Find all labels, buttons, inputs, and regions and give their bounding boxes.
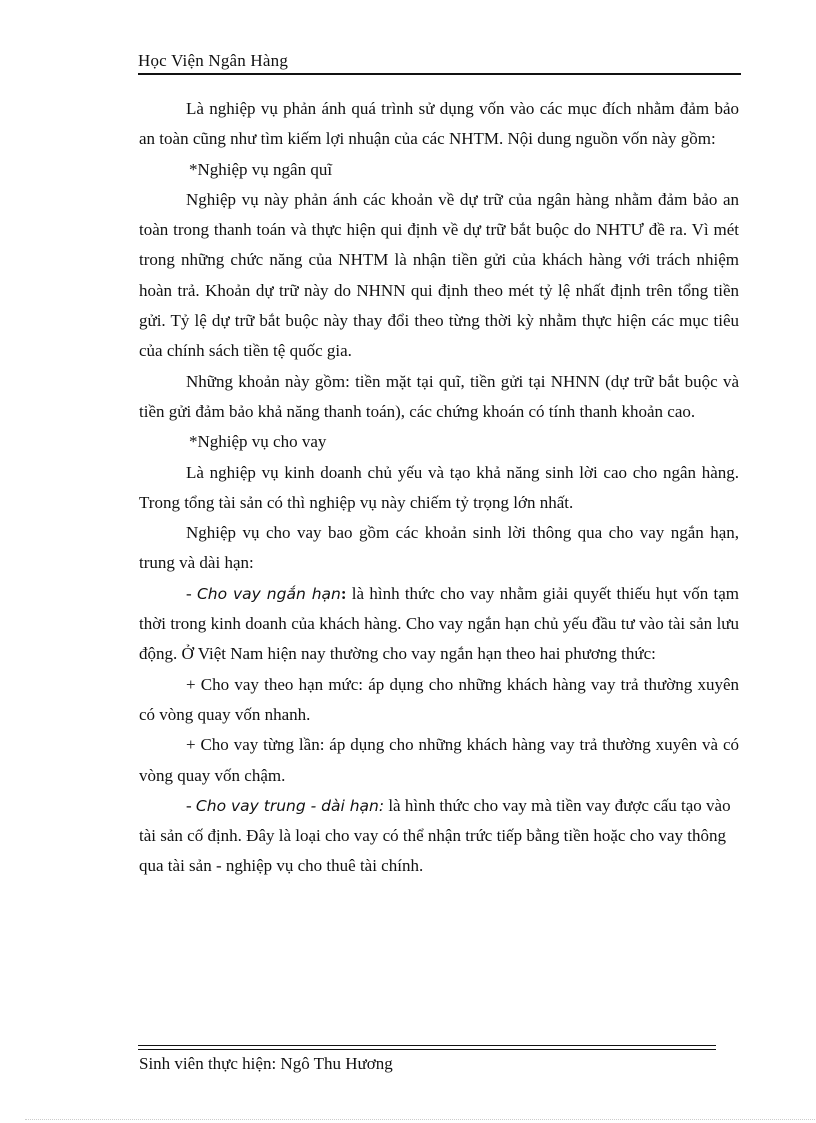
bullet-dash: -: [186, 795, 196, 815]
document-body: [139, 94, 739, 882]
header-title: Học Viện Ngân Hàng: [138, 51, 289, 70]
footer-author: Sinh viên thực hiện: Ngô Thu Hương: [139, 1054, 393, 1073]
paragraph-lending-main: Là nghiệp vụ kinh doanh chủ yếu và tạo khả năng sinh lời cao cho ngân hàng. Trong tổng tài sản có thì nghiệp vụ này chiếm tỷ trọng lớn nhất.: [139, 462, 739, 512]
term-medium-long-term: Cho vay trung - dài hạn:: [195, 796, 385, 815]
bullet-dash: -: [186, 583, 197, 603]
medium-long-term-text: là hình thức cho vay mà tiền vay được cấu tạo vào tài sản cố định. Đây là loại cho vay có thể nhận trức tiếp bằng tiền hoặc cho vay thông qua tài sản - nghiệp vụ cho thuê tài chính.: [139, 795, 731, 876]
paragraph-per-loan: + Cho vay từng lần: áp dụng cho những khách hàng vay trả thường xuyên và có vòng quay vốn chậm.: [139, 735, 739, 785]
paragraph-intro: Là nghiệp vụ phản ánh quá trình sử dụng vốn vào các mục đích nhằm đảm bảo an toàn cũng như tìm kiếm lợi nhuận của các NHTM. Nội dung nguồn vốn này gồm:: [139, 99, 739, 149]
paragraph-treasury: Nghiệp vụ này phản ánh các khoản về dự trữ của ngân hàng nhằm đảm bảo an toàn trong thanh toán và thực hiện qui định về dự trữ bắt buộc do NHTƯ đề ra. Vì mét trong những chức năng của NHTM là nhận tiền gửi của khách hàng với trách nhiệm hoàn trả. Khoản dự trữ này do NHNN qui định theo mét tỷ lệ nhất định trên tổng tiền gửi. Tỷ lệ dự trữ bắt buộc này thay đổi theo từng thời kỳ nhằm thực hiện các mục tiêu của chính sách tiền tệ quốc gia.: [139, 189, 739, 361]
page-header: [138, 49, 741, 75]
term-short-term: Cho vay ngắn hạn: [196, 584, 341, 603]
short-term-text: là hình thức cho vay nhằm giải quyết thiếu hụt vốn tạm thời trong kinh doanh của khách hàng. Cho vay ngắn hạn chủ yếu đầu tư vào tài sản lưu động. Ở Việt Nam hiện nay thường cho vay ngắn hạn theo hai phương thức:: [139, 583, 739, 664]
paragraph-short-term: [139, 579, 739, 670]
subheading-lending: *Nghiệp vụ cho vay: [189, 432, 327, 452]
page-edge-divider: [25, 1119, 815, 1120]
paragraph-reserve-items: Những khoản này gồm: tiền mặt tại quĩ, tiền gửi tại NHNN (dự trữ bắt buộc và tiền gửi đảm bảo khả năng thanh toán), các chứng khoán có tính thanh khoản cao.: [139, 371, 739, 421]
paragraph-medium-long-term: [139, 791, 739, 882]
term-colon: :: [340, 583, 347, 603]
paragraph-credit-line: + Cho vay theo hạn mức: áp dụng cho những khách hàng vay trả thường xuyên có vòng quay vốn nhanh.: [139, 674, 739, 724]
paragraph-lending-types: Nghiệp vụ cho vay bao gồm các khoản sinh lời thông qua cho vay ngắn hạn, trung và dài hạn:: [139, 523, 739, 573]
footer-rule: [138, 1045, 716, 1050]
subheading-treasury: *Nghiệp vụ ngân quĩ: [189, 159, 333, 179]
